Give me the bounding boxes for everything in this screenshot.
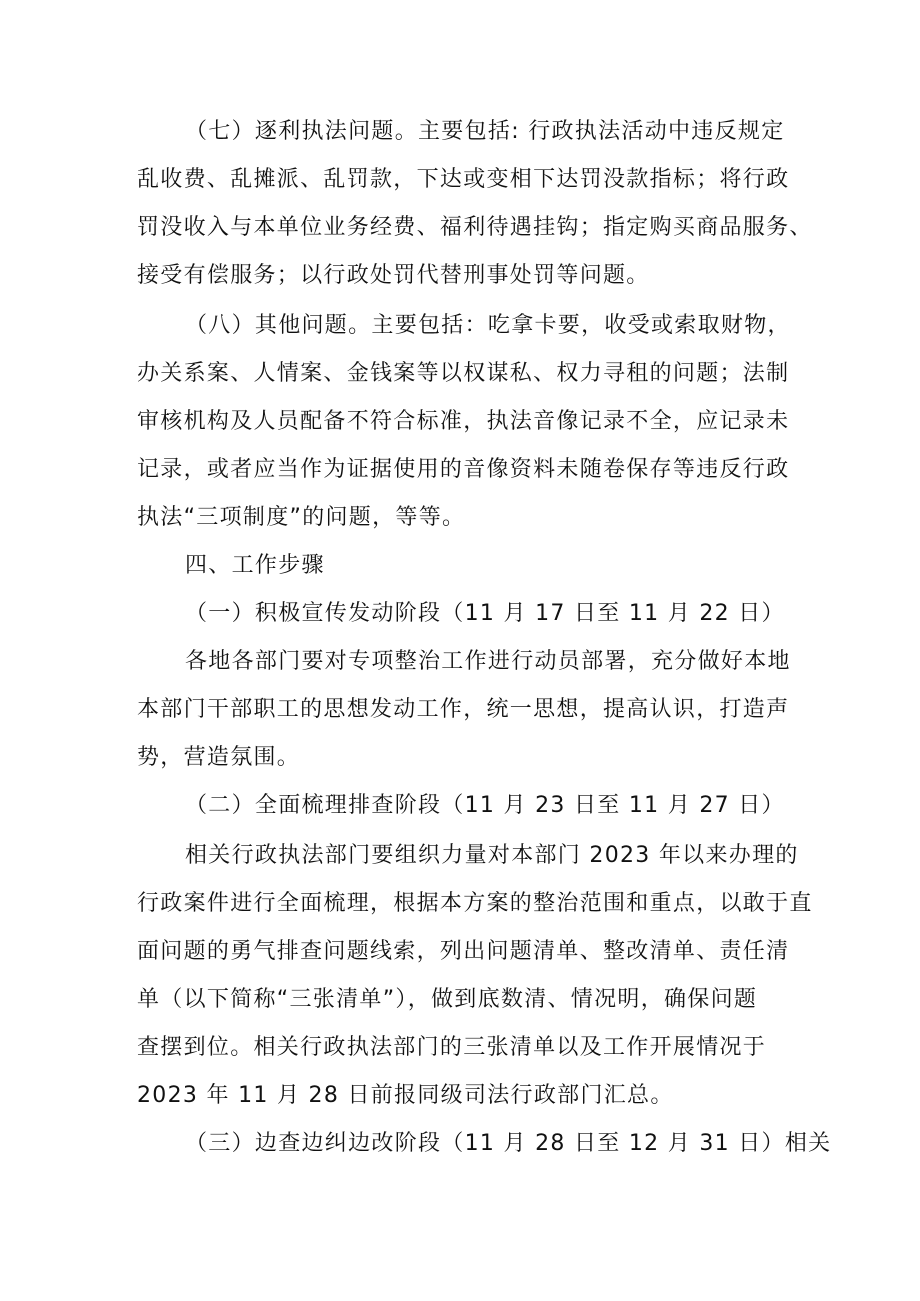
text-line: 执法“三项制度”的问题，等等。 [137,505,466,530]
text-line: 势，营造氛围。 [137,745,301,770]
text-line: 本部门干部职工的思想发动工作，统一思想，提高认识，打造声 [137,697,790,722]
text-line: 接受有偿服务；以行政处罚代替刑事处罚等问题。 [137,263,650,288]
text-line: 查摆到位。相关行政执法部门的三张清单以及工作开展情况于 [137,1035,767,1060]
subsection-heading: （二）全面梳理排查阶段（11 月 23 日至 11 月 27 日） [185,793,785,818]
text-line: 单（以下简称“三张清单”），做到底数清、情况明，确保问题 [137,987,758,1012]
text-line: 乱收费、乱摊派、乱罚款，下达或变相下达罚没款指标；将行政 [137,167,790,192]
text-line: 行政案件进行全面梳理，根据本方案的整治范围和重点，以敢于直 [137,891,813,916]
subsection-heading: （三）边查边纠边改阶段（11 月 28 日至 12 月 31 日）相关 [185,1131,832,1156]
text-line: 面问题的勇气排查问题线索，列出问题清单、整改清单、责任清 [137,939,790,964]
text-line: 记录，或者应当作为证据使用的音像资料未随卷保存等违反行政 [137,457,790,482]
text-line: 办关系案、人情案、金钱案等以权谋私、权力寻租的问题；法制 [137,361,790,386]
text-line: （七）逐利执法问题。主要包括: 行政执法活动中违反规定 [185,119,785,144]
text-line: （八）其他问题。主要包括：吃拿卡要，收受或索取财物， [185,313,791,338]
text-line: 审核机构及人员配备不符合标准，执法音像记录不全，应记录未 [137,409,790,434]
text-line: 罚没收入与本单位业务经费、福利待遇挂钩；指定购买商品服务、 [137,215,813,240]
text-line: 各地各部门要对专项整治工作进行动员部署，充分做好本地 [185,649,791,674]
subsection-heading: （一）积极宣传发动阶段（11 月 17 日至 11 月 22 日） [185,601,785,626]
section-heading: 四、工作步骤 [185,553,325,578]
text-line: 相关行政执法部门要组织力量对本部门 2023 年以来办理的 [185,843,799,868]
text-line: 2023 年 11 月 28 日前报同级司法行政部门汇总。 [137,1083,674,1108]
